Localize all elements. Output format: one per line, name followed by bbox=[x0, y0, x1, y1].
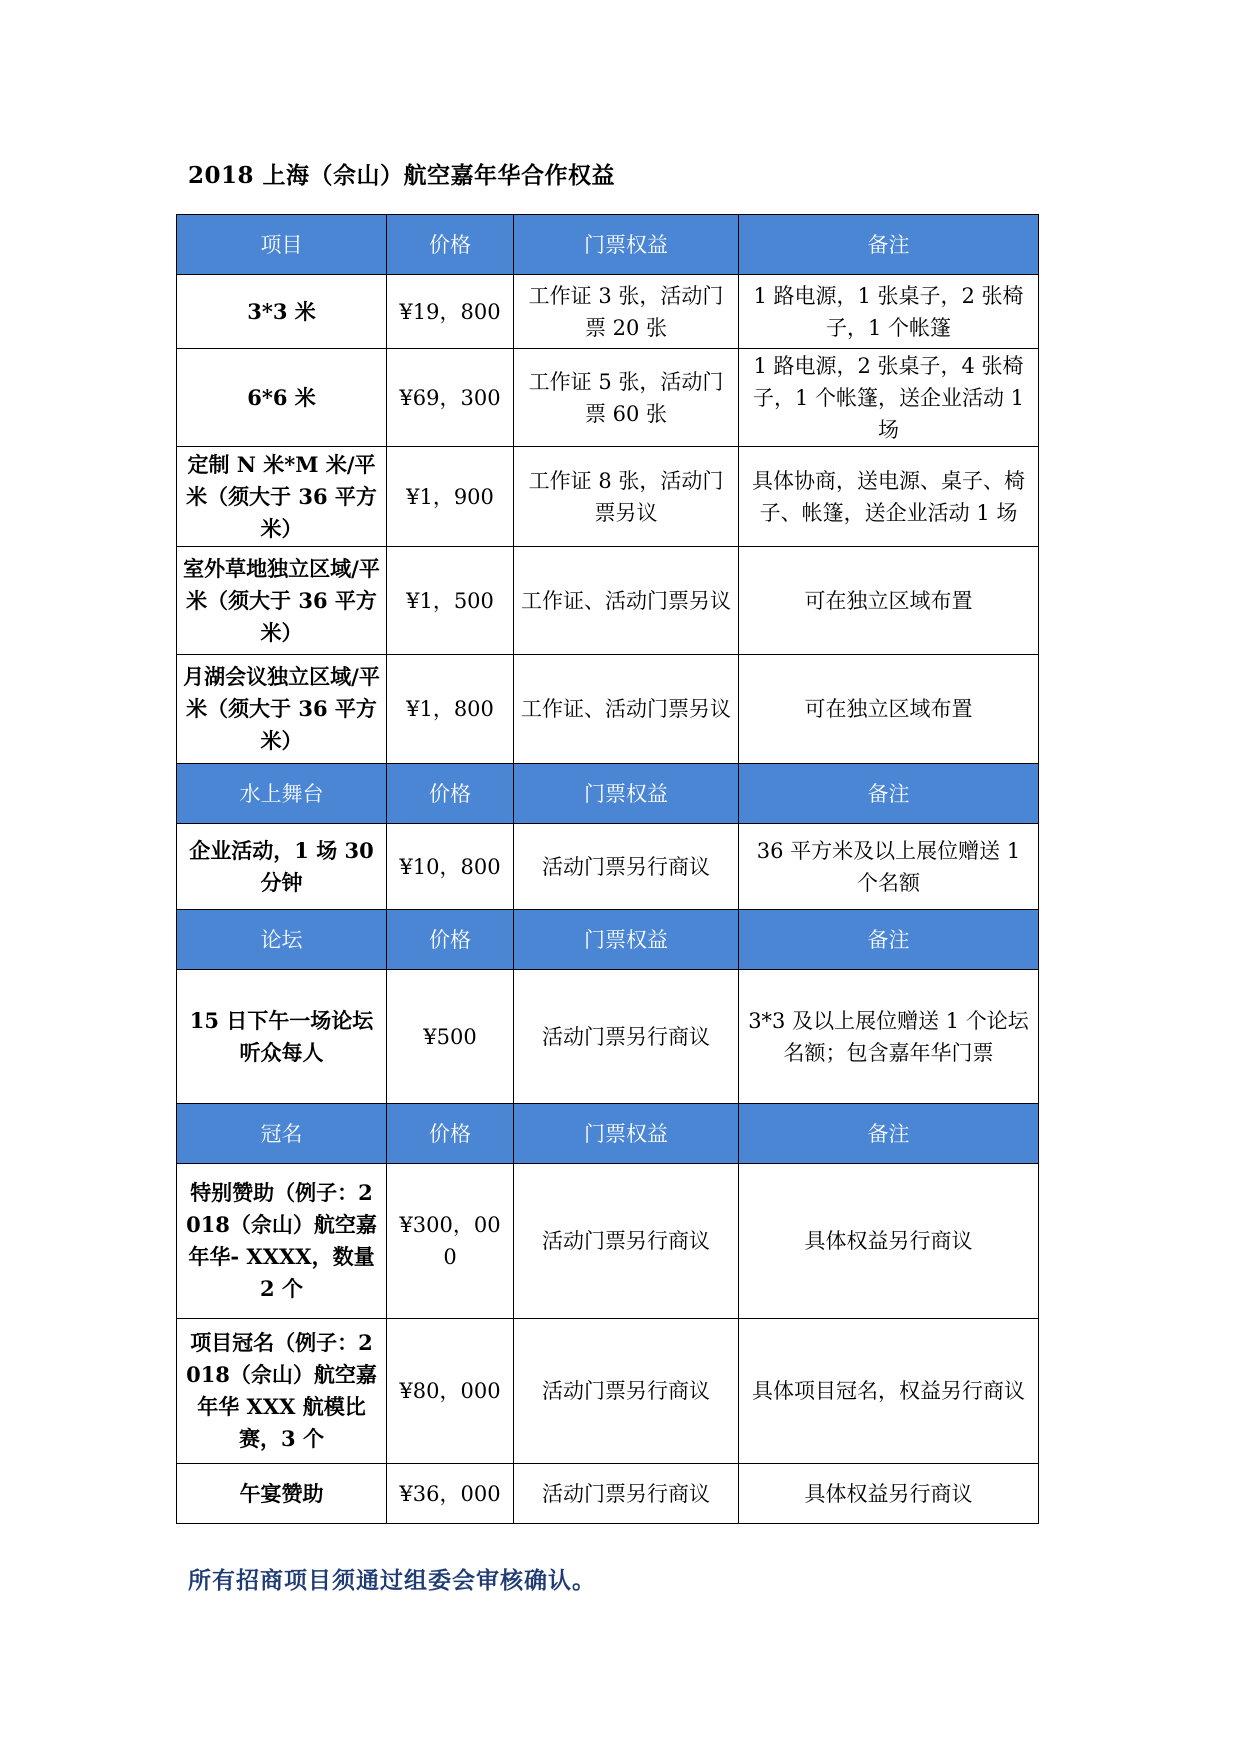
table-row bbox=[177, 655, 1039, 764]
header-cell-notes: 备注 bbox=[739, 1104, 1039, 1164]
table-row bbox=[177, 349, 1039, 447]
header-cell-tickets: 门票权益 bbox=[514, 1104, 739, 1164]
table-row bbox=[177, 824, 1039, 910]
header-cell-tickets: 门票权益 bbox=[514, 215, 739, 275]
tickets-cell: 活动门票另行商议 bbox=[514, 1464, 739, 1524]
table-row bbox=[177, 1319, 1039, 1464]
item-cell: 定制 N 米*M 米/平米（须大于 36 平方米） bbox=[177, 447, 387, 547]
header-cell-price: 价格 bbox=[387, 764, 514, 824]
header-cell-item: 水上舞台 bbox=[177, 764, 387, 824]
table-row bbox=[177, 1164, 1039, 1319]
header-cell-notes: 备注 bbox=[739, 910, 1039, 970]
tickets-cell: 活动门票另行商议 bbox=[514, 970, 739, 1104]
section-header-row bbox=[177, 215, 1039, 275]
section-header-row bbox=[177, 1104, 1039, 1164]
header-cell-tickets: 门票权益 bbox=[514, 910, 739, 970]
price-cell: ¥36，000 bbox=[387, 1464, 514, 1524]
notes-cell: 具体项目冠名，权益另行商议 bbox=[739, 1319, 1039, 1464]
header-cell-item: 冠名 bbox=[177, 1104, 387, 1164]
document-title: 2018 上海（佘山）航空嘉年华合作权益 bbox=[188, 162, 616, 189]
table-row bbox=[177, 275, 1039, 349]
header-cell-tickets: 门票权益 bbox=[514, 764, 739, 824]
table-row bbox=[177, 547, 1039, 655]
notes-cell: 3*3 及以上展位赠送 1 个论坛名额；包含嘉年华门票 bbox=[739, 970, 1039, 1104]
price-cell: ¥1，900 bbox=[387, 447, 514, 547]
price-cell: ¥19，800 bbox=[387, 275, 514, 349]
tickets-cell: 活动门票另行商议 bbox=[514, 1319, 739, 1464]
notes-cell: 可在独立区域布置 bbox=[739, 547, 1039, 655]
review-notice: 所有招商项目须通过组委会审核确认。 bbox=[188, 1567, 596, 1594]
price-cell: ¥69，300 bbox=[387, 349, 514, 447]
table-row bbox=[177, 1464, 1039, 1524]
notes-cell: 可在独立区域布置 bbox=[739, 655, 1039, 764]
header-cell-item: 项目 bbox=[177, 215, 387, 275]
tickets-cell: 工作证、活动门票另议 bbox=[514, 655, 739, 764]
price-cell: ¥80，000 bbox=[387, 1319, 514, 1464]
tickets-cell: 工作证 5 张，活动门票 60 张 bbox=[514, 349, 739, 447]
notes-cell: 36 平方米及以上展位赠送 1 个名额 bbox=[739, 824, 1039, 910]
notes-cell: 具体协商，送电源、桌子、椅子、帐篷，送企业活动 1 场 bbox=[739, 447, 1039, 547]
item-cell: 月湖会议独立区域/平米（须大于 36 平方米） bbox=[177, 655, 387, 764]
table-row bbox=[177, 447, 1039, 547]
tickets-cell: 工作证 8 张，活动门票另议 bbox=[514, 447, 739, 547]
item-cell: 3*3 米 bbox=[177, 275, 387, 349]
item-cell: 午宴赞助 bbox=[177, 1464, 387, 1524]
notes-cell: 具体权益另行商议 bbox=[739, 1164, 1039, 1319]
header-cell-notes: 备注 bbox=[739, 764, 1039, 824]
price-cell: ¥300，000 bbox=[387, 1164, 514, 1319]
cooperation-rights-table bbox=[176, 214, 1039, 1524]
tickets-cell: 活动门票另行商议 bbox=[514, 1164, 739, 1319]
item-cell: 企业活动，1 场 30 分钟 bbox=[177, 824, 387, 910]
notes-cell: 具体权益另行商议 bbox=[739, 1464, 1039, 1524]
tickets-cell: 工作证、活动门票另议 bbox=[514, 547, 739, 655]
price-cell: ¥10，800 bbox=[387, 824, 514, 910]
section-header-row bbox=[177, 910, 1039, 970]
header-cell-item: 论坛 bbox=[177, 910, 387, 970]
price-cell: ¥500 bbox=[387, 970, 514, 1104]
notes-cell: 1 路电源，1 张桌子，2 张椅子，1 个帐篷 bbox=[739, 275, 1039, 349]
section-header-row bbox=[177, 764, 1039, 824]
item-cell: 特别赞助（例子：2018（佘山）航空嘉年华- XXXX，数量 2 个 bbox=[177, 1164, 387, 1319]
notes-cell: 1 路电源，2 张桌子，4 张椅子，1 个帐篷，送企业活动 1 场 bbox=[739, 349, 1039, 447]
price-cell: ¥1，800 bbox=[387, 655, 514, 764]
item-cell: 项目冠名（例子：2018（佘山）航空嘉年华 XXX 航模比赛，3 个 bbox=[177, 1319, 387, 1464]
header-cell-price: 价格 bbox=[387, 1104, 514, 1164]
tickets-cell: 工作证 3 张，活动门票 20 张 bbox=[514, 275, 739, 349]
header-cell-notes: 备注 bbox=[739, 215, 1039, 275]
item-cell: 15 日下午一场论坛听众每人 bbox=[177, 970, 387, 1104]
tickets-cell: 活动门票另行商议 bbox=[514, 824, 739, 910]
table-row bbox=[177, 970, 1039, 1104]
header-cell-price: 价格 bbox=[387, 910, 514, 970]
price-cell: ¥1，500 bbox=[387, 547, 514, 655]
header-cell-price: 价格 bbox=[387, 215, 514, 275]
item-cell: 室外草地独立区域/平米（须大于 36 平方米） bbox=[177, 547, 387, 655]
item-cell: 6*6 米 bbox=[177, 349, 387, 447]
